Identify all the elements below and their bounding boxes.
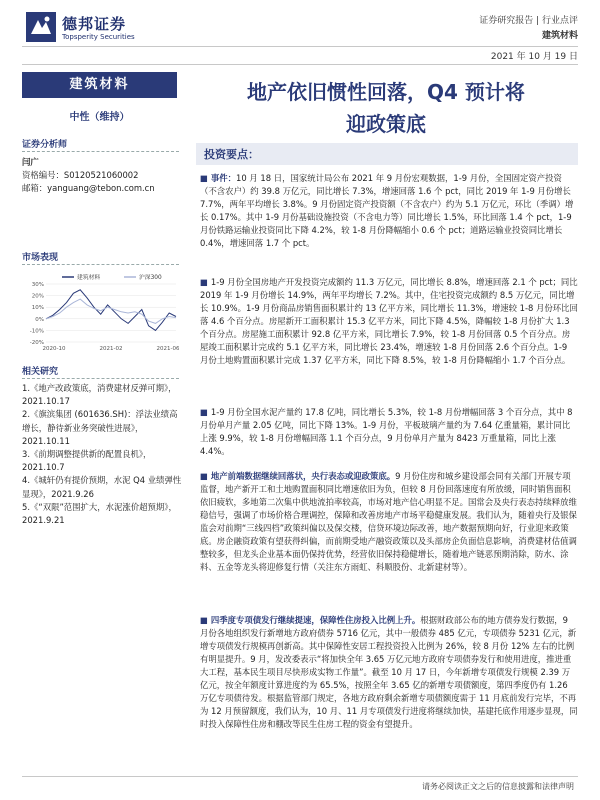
chart-x-tick: 2021-02	[99, 346, 123, 352]
report-type: 证券研究报告 | 行业点评	[479, 16, 578, 26]
market-heading: 市场表现	[22, 253, 59, 263]
logo-name-en: Topsperity Securities	[62, 33, 135, 41]
analyst-name: 闫广	[22, 157, 39, 167]
related-divider	[22, 378, 179, 379]
para-lead: 四季度专项债发行继续提速，保障性住房投入比例上升。	[210, 615, 421, 625]
chart-y-tick: 20%	[31, 293, 44, 300]
report-title-line1: 地产依旧惯性回落，Q4 预计将	[247, 80, 525, 104]
market-performance-chart	[22, 272, 179, 354]
report-title	[196, 76, 576, 140]
analyst-email[interactable]: 邮箱：yanguang@tebon.com.cn	[22, 183, 155, 193]
chart-x-tick: 2020-10	[42, 346, 66, 352]
rating: 中性（维持）	[69, 112, 130, 123]
paragraph-cement-glass	[200, 406, 578, 458]
related-research-list	[22, 382, 182, 527]
para-text: 1-9 月份全国房地产开发投资完成额约 11.3 万亿元，同比增长 8.8%，增速回落 2.1 个 pct；同比 2019 年 1-9 月份增长 14.9%，两年平均增长 7.2%。其中，住宅投资完成额约 8.5 万亿元，同比增长 10.9%。1-9 月份商品房销售面积累计约 13 亿平方米，同比增长 11.3%，增速较 1-8 月份环比回落 4.6 个百分点。房屋新开工面积累计 15.3 亿平方米，同比下降 4.5%，降幅较 1-8 月份扩大 1.3 个百分点。房屋施工面积累计 92.8 亿平方米，同比增长 7.9%，较 1-8 月份回落 0.5 个百分点。房屋竣工面积累计完成约 5.1 亿平方米，同比增长 23.4%，增速较 1-8 月份回落 2.6 个百分点。1-9 月份土地购置面积累计完成 1.37 亿平方米，同比下降 8.5%，较 1-8 月份降幅缩小 1.7 个百分点。	[200, 277, 578, 365]
header-divider	[22, 46, 578, 47]
related-item[interactable]: 5.《“双限”范围扩大，水泥涨价超预期》，2021.9.21	[22, 501, 177, 526]
chart-legend-label: 建筑材料	[77, 275, 101, 281]
chart-series-line	[46, 290, 176, 331]
related-item[interactable]: 3.《前期调整提供新的配置良机》，2021.10.7	[22, 449, 152, 473]
chart-legend-label: 沪深300	[139, 275, 162, 281]
bullet-icon: ■	[200, 277, 208, 287]
footer-disclaimer: 请务必阅读正文之后的信息披露和法律声明	[422, 782, 574, 791]
analyst-heading: 证券分析师	[22, 140, 68, 150]
related-heading: 相关研究	[22, 367, 59, 377]
chart-y-tick: 30%	[31, 282, 44, 288]
bullet-icon: ■	[200, 407, 208, 417]
header-divider-2	[22, 64, 578, 65]
para-text: 1-9 月份全国水泥产量约 17.8 亿吨，同比增长 5.3%，较 1-8 月份增幅回落 3 个百分点，其中 8 月份单月产量 2.05 亿吨，同比下降 13%。1-9 月份，平板玻璃产量约为 7.64 亿重量箱，累计同比上涨 9.9%，较 1-8 月份增幅回落 1.1 个百分点，9 月份单月产量为 8423 万重量箱，同比上涨 4.4%。	[200, 407, 573, 456]
related-item[interactable]: 2.《旗滨集团 (601636.SH)：浮法业绩高增长，静待新业务突破性进展》，2021.10.11	[22, 409, 178, 446]
key-points-label: 投资要点：	[204, 148, 259, 161]
logo-name-cn: 德邦证券	[62, 15, 127, 33]
paragraph-policy	[200, 470, 578, 574]
market-chart-svg	[22, 272, 179, 354]
analyst-divider	[22, 151, 179, 152]
footer-divider	[22, 776, 578, 777]
para-lead: 事件：	[210, 173, 237, 183]
chart-series-line	[46, 299, 176, 323]
chart-y-tick: 0%	[35, 316, 44, 323]
chart-y-tick: 10%	[31, 305, 44, 312]
report-date: 2021 年 10 月 19 日	[490, 52, 578, 62]
related-item[interactable]: 4.《城轩仍有提价预期，水泥 Q4 业绩弹性显现》，2021.9.26	[22, 475, 182, 499]
bullet-icon: ■	[200, 471, 208, 481]
related-item[interactable]: 1.《地产改政策底，消费建材反弹可期》，2021.10.17	[22, 383, 177, 407]
sidebar-sector-title: 建筑材料	[22, 72, 177, 98]
market-divider	[22, 264, 179, 265]
paragraph-event	[200, 172, 578, 250]
chart-y-tick: -20%	[29, 340, 44, 346]
analyst-license: 资格编号：S0120521060002	[22, 170, 139, 180]
report-title-line2: 迎政策底	[346, 112, 426, 136]
para-text: 9 月份住房和城乡建设部会同有关部门开展专项监督，地产新开工和土地购置面积同比增速依旧为负，但较 8 月份回落速度有所放缓，同时销售面积依旧疲软，多地第二次集中供地流拍率较高，市场对地产信心明显不足。国常会及央行表态持续释放维稳信号，强调了市场价格合理调控，保障和改善房地产市场平稳健康发展。我们认为，随着央行及银保监会对前期“三线四档”政策纠偏以及保交楼，信贷环境边际改善，地产数据预期向好，行业迎来政策底。房企融资政策有望获得纠偏，而前期受地产融资政策以及头部房企负面信息影响，消费建材估值调整较多，但龙头企业基本面仍保持优势，经营依旧保持稳健增长，随着地产链恶预期消除，防水、涂料、五金等龙头将迎修复行情（关注东方雨虹、科顺股份、北新建材等）。	[200, 471, 577, 572]
para-text: 10 月 18 日，国家统计局公布 2021 年 9 月份宏观数据，1-9 月份，全国固定资产投资（不含农户）约 39.8 万亿元，同比增长 7.3%，增速回落 1.6 个 pct，同比 2019 年 1-9 月份增长 7.7%，两年平均增长 3.8%。9 月份固定资产投资额（不含农户）约为 5.1 万亿元，环比（季调）增长 0.17%。其中 1-9 月份基础设施投资（不含电力等）同比增长 1.5%，环比回落 1.4 个 pct，1-9 月份铁路运输业投资同比下降 4.2%，较 1-8 月份降幅缩小 0.6 个 pct；道路运输业投资同比增长 0.4%，增速回落 1.7 个 pct。	[200, 173, 574, 248]
sector-tag: 建筑材料	[541, 31, 578, 41]
para-lead: 地产前端数据继续回落状，央行表态或迎政策底。	[210, 471, 396, 481]
chart-x-tick: 2021-06	[156, 346, 179, 352]
report-type-block	[479, 14, 578, 44]
chart-y-tick: -10%	[29, 328, 44, 335]
paragraph-special-bonds	[200, 614, 578, 731]
para-text: 根据财政部公布的地方债券发行数据，9 月份各地组织发行新增地方政府债券 5716 亿元，其中一般债券 485 亿元，专项债券 5231 亿元，新增专项债发行规模再创新高。其中保障性安居工程投资投入比例为 26%，较 8 月份 12% 左右的比例有明显提升。9 月，发改委表示“将加快全年 3.65 万亿元地方政府专项债券发行和使用进度，推进重大工程，基本民生项目尽快形成实物工作量”。截至 10 月 17 日，今年新增专项债发行规模 2.39 万亿元，按全年额度计算进度约为 65.5%，按照全年 3.65 亿的新增专项债额度，第四季度仍有 1.26 万亿专项债待发。根据监管部门规定，各地方政府剩余新增专项债额度需于 11 月底前发行完毕，不再为 12 月预留额度，我们认为，10 月、11 月专项债发行进度将继续加快，基建托底作用逐步显现，同时投入保障性住房和棚改等民生住房工程的资金有望提升。	[200, 615, 578, 729]
bullet-icon: ■	[200, 173, 208, 183]
paragraph-real-estate	[200, 276, 578, 367]
company-logo-mark	[26, 12, 56, 42]
bullet-icon: ■	[200, 615, 208, 625]
